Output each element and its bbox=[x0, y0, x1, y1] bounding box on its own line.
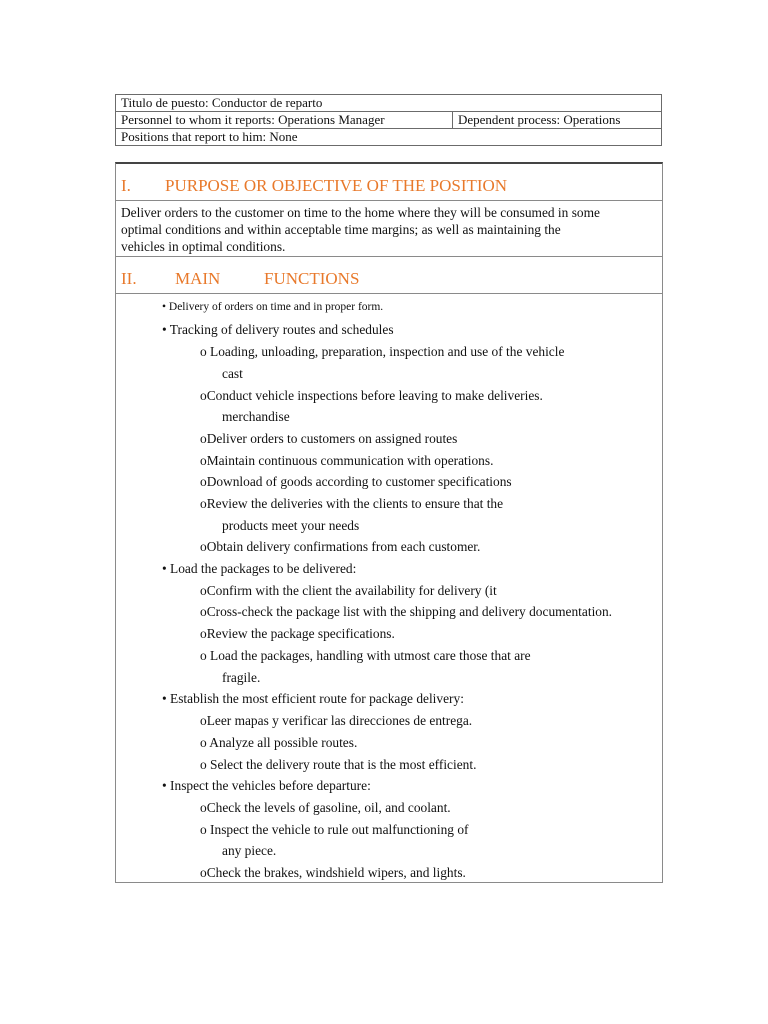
sub-item-continued: cast bbox=[222, 366, 243, 381]
function-item: • Establish the most efficient route for package delivery: bbox=[162, 691, 464, 706]
job-title-cell: Titulo de puesto: Conductor de reparto bbox=[116, 95, 662, 112]
positions-report-cell: Positions that report to him: None bbox=[116, 129, 662, 146]
purpose-text bbox=[121, 204, 661, 255]
function-item: • Tracking of delivery routes and schedules bbox=[162, 322, 394, 337]
purpose-line: optimal conditions and within acceptable time margins; as well as maintaining the bbox=[121, 222, 561, 237]
function-item: • Inspect the vehicles before departure: bbox=[162, 778, 371, 793]
sub-item: o Inspect the vehicle to rule out malfunctioning of bbox=[200, 822, 469, 837]
sub-item-continued: fragile. bbox=[222, 670, 261, 685]
sub-item: oCheck the levels of gasoline, oil, and coolant. bbox=[200, 800, 451, 815]
dependent-process-cell: Dependent process: Operations bbox=[453, 112, 662, 129]
purpose-line: vehicles in optimal conditions. bbox=[121, 239, 286, 254]
sub-item: o Loading, unloading, preparation, inspection and use of the vehicle bbox=[200, 344, 565, 359]
function-item: • Delivery of orders on time and in proper form. bbox=[162, 301, 384, 313]
sub-item: oConfirm with the client the availability for delivery (it bbox=[200, 583, 497, 598]
section-1-number: I. bbox=[121, 176, 131, 195]
sub-item: oCross-check the package list with the shipping and delivery documentation. bbox=[200, 604, 613, 619]
purpose-line: Deliver orders to the customer on time to the home where they will be consumed in some bbox=[121, 205, 600, 220]
sub-item: oMaintain continuous communication with operations. bbox=[200, 453, 494, 468]
function-item: • Load the packages to be delivered: bbox=[162, 561, 357, 576]
sub-item-continued: merchandise bbox=[222, 409, 290, 424]
job-description-box bbox=[115, 162, 663, 883]
sub-item: o Load the packages, handling with utmost care those that are bbox=[200, 648, 531, 663]
section-1-body bbox=[116, 201, 662, 257]
job-title-row bbox=[116, 95, 662, 112]
sub-item: oCheck the brakes, windshield wipers, and lights. bbox=[200, 865, 466, 880]
sub-item-continued: any piece. bbox=[222, 843, 277, 858]
sub-item-continued: products meet your needs bbox=[222, 518, 360, 533]
section-2-title-functions: FUNCTIONS bbox=[264, 269, 360, 288]
sub-item: oLeer mapas y verificar las direcciones de entrega. bbox=[200, 713, 473, 728]
section-2-heading bbox=[116, 257, 662, 294]
section-2-title-main: MAIN bbox=[175, 269, 221, 288]
reports-row bbox=[116, 112, 662, 129]
sub-item: oObtain delivery confirmations from each customer. bbox=[200, 539, 481, 554]
positions-row bbox=[116, 129, 662, 146]
sub-item: oConduct vehicle inspections before leaving to make deliveries. bbox=[200, 388, 543, 403]
sub-item: oDownload of goods according to customer specifications bbox=[200, 474, 512, 489]
reports-to-cell: Personnel to whom it reports: Operations Manager bbox=[116, 112, 453, 129]
section-1-heading bbox=[116, 164, 662, 201]
sub-item: oReview the deliveries with the clients to ensure that the bbox=[200, 496, 504, 511]
sub-item: oReview the package specifications. bbox=[200, 626, 395, 641]
sub-item: oDeliver orders to customers on assigned routes bbox=[200, 431, 458, 446]
section-2-number: II. bbox=[121, 269, 137, 288]
position-info-table bbox=[115, 94, 662, 146]
sub-item: o Analyze all possible routes. bbox=[200, 735, 358, 750]
sub-item: o Select the delivery route that is the most efficient. bbox=[200, 757, 477, 772]
section-1-title: PURPOSE OR OBJECTIVE OF THE POSITION bbox=[165, 176, 508, 195]
